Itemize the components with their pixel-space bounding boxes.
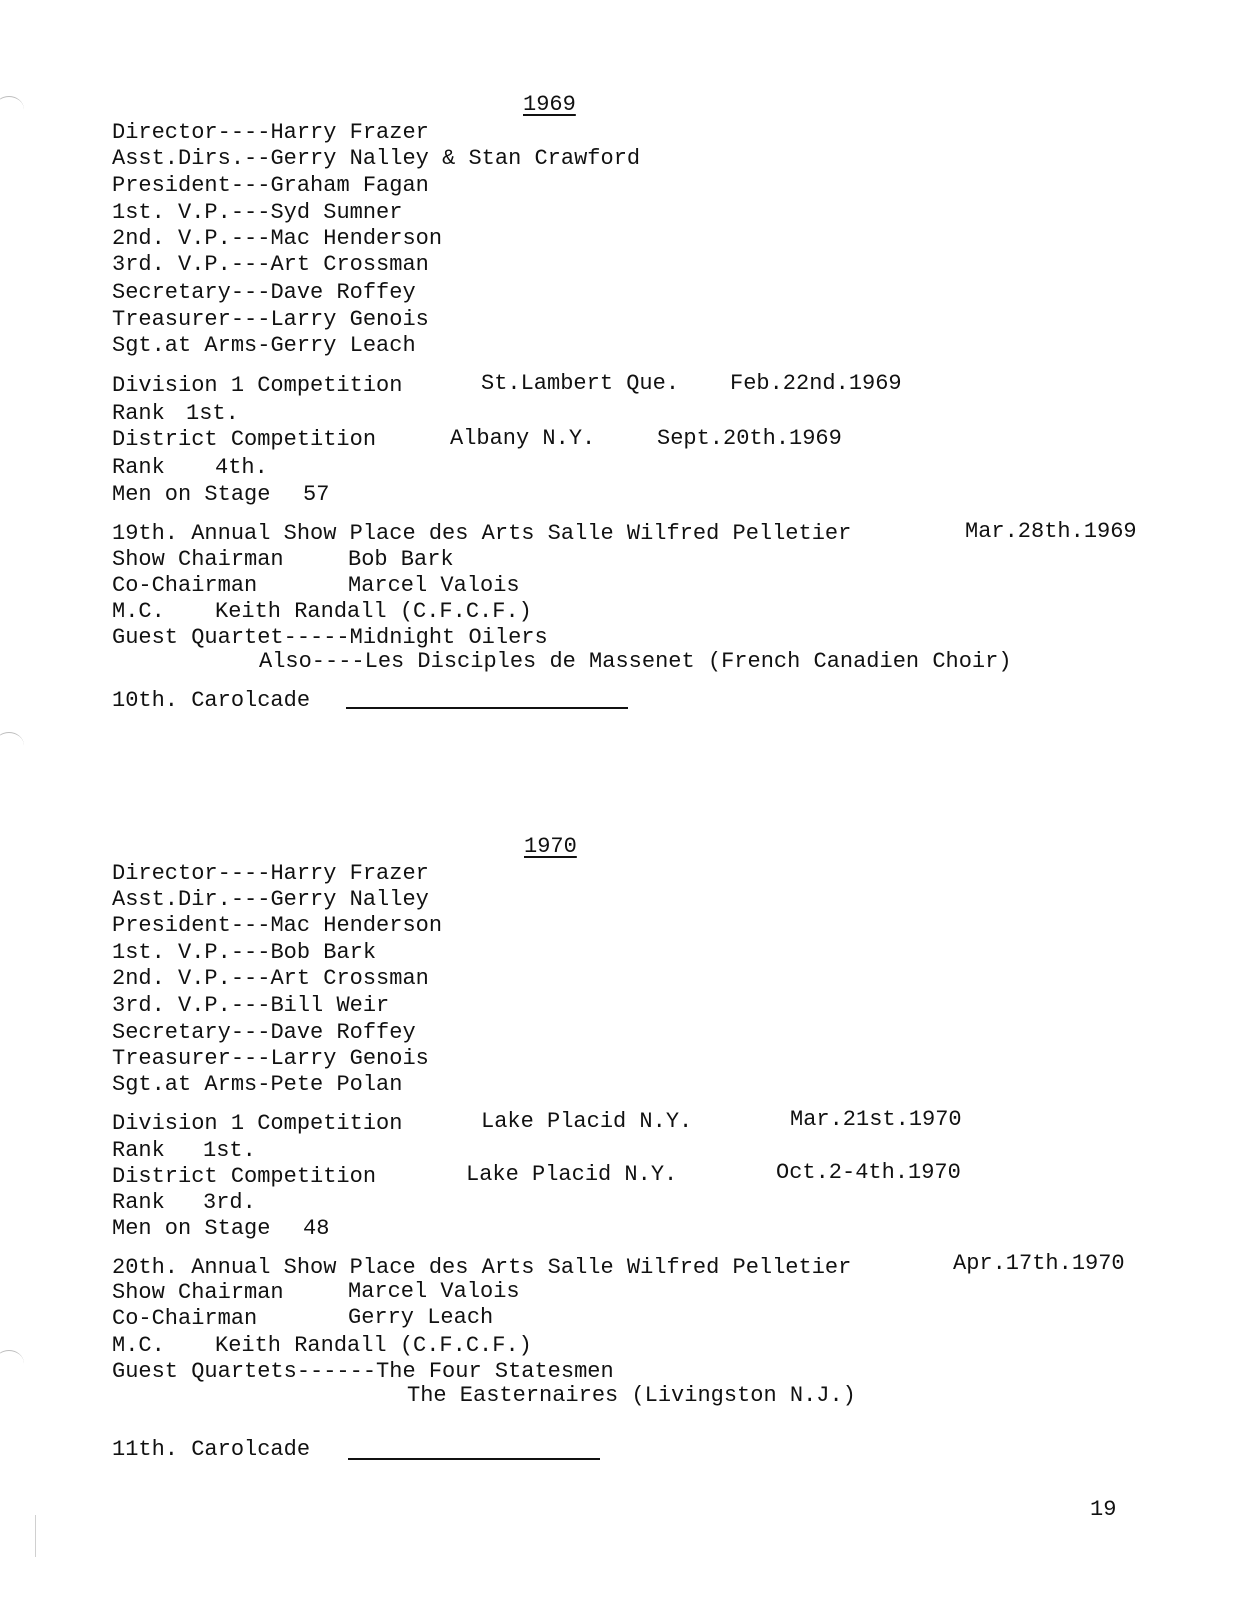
officer-role: Sgt.at Arms- <box>112 1072 271 1097</box>
officer-line <box>112 1020 416 1046</box>
punch-hole-mark <box>0 732 24 759</box>
co-chairman-value: Gerry Leach <box>348 1305 494 1330</box>
district-rank-value: 3rd. <box>203 1190 256 1215</box>
guest-extra-value: The Easternaires (Livingston N.J.) <box>407 1383 856 1408</box>
district-competition-label: District Competition <box>112 1164 377 1189</box>
officer-line <box>112 307 429 333</box>
guest-extra-line <box>259 649 1012 675</box>
district-competition-place: Albany N.Y. <box>450 426 596 451</box>
show-chairman-value: Bob Bark <box>348 547 454 572</box>
officer-line <box>112 966 429 992</box>
officer-line <box>112 173 429 199</box>
officer-name: Gerry Nalley <box>270 887 429 912</box>
page-number: 19 <box>1090 1497 1117 1522</box>
officer-line <box>112 252 429 278</box>
margin-mark <box>35 1515 36 1557</box>
officer-line <box>112 226 442 252</box>
division-rank-label: Rank <box>112 401 165 426</box>
officer-name: Dave Roffey <box>270 1020 416 1045</box>
officer-role: Asst.Dir.--- <box>112 887 271 912</box>
district-rank-label: Rank <box>112 455 165 480</box>
officer-name: Larry Genois <box>270 1046 429 1071</box>
division-competition-date: Mar.21st.1970 <box>790 1107 962 1132</box>
officer-name: Mac Henderson <box>270 226 443 251</box>
officer-name: Gerry Leach <box>270 333 416 358</box>
co-chairman-label: Co-Chairman <box>112 1306 258 1331</box>
officer-role: Director---- <box>112 120 271 145</box>
officer-line <box>112 913 442 939</box>
punch-hole-mark <box>0 96 24 123</box>
officer-role: President--- <box>112 913 271 938</box>
guest-extra-line <box>407 1383 856 1409</box>
officer-name: Bob Bark <box>270 940 377 965</box>
carolcade-label: 10th. Carolcade <box>112 688 311 713</box>
district-competition-date: Sept.20th.1969 <box>657 426 842 451</box>
division-rank-label: Rank <box>112 1138 165 1163</box>
officer-line <box>112 861 429 887</box>
officer-role: Secretary--- <box>112 280 271 305</box>
show-chairman-value: Marcel Valois <box>348 1279 520 1304</box>
guest-quartet-value: Midnight Oilers <box>349 625 548 650</box>
guest-quartet-line <box>112 1359 614 1385</box>
annual-show-date: Mar.28th.1969 <box>965 519 1137 544</box>
officer-role: President--- <box>112 173 271 198</box>
district-competition-date: Oct.2-4th.1970 <box>776 1160 961 1185</box>
officer-name: Art Crossman <box>270 252 429 277</box>
division-rank-value: 1st. <box>186 401 239 426</box>
officer-role: Secretary--- <box>112 1020 271 1045</box>
officer-line <box>112 887 429 913</box>
officer-name: Art Crossman <box>270 966 429 991</box>
officer-role: 1st. V.P.--- <box>112 940 271 965</box>
division-competition-label: Division 1 Competition <box>112 373 403 398</box>
officer-name: Pete Polan <box>270 1072 403 1097</box>
officer-name: Larry Genois <box>270 307 429 332</box>
mc-value: Keith Randall (C.F.C.F.) <box>215 1333 532 1358</box>
officer-line <box>112 940 376 966</box>
mc-label: M.C. <box>112 599 165 624</box>
annual-show-title: 19th. Annual Show Place des Arts Salle Wilfred Pelletier <box>112 521 852 546</box>
officer-role: Sgt.at Arms- <box>112 333 271 358</box>
mc-value: Keith Randall (C.F.C.F.) <box>215 599 532 624</box>
officer-name: Harry Frazer <box>270 120 429 145</box>
officer-line <box>112 146 640 172</box>
officer-role: 3rd. V.P.--- <box>112 993 271 1018</box>
division-rank-value: 1st. <box>203 1138 256 1163</box>
men-on-stage-value: 57 <box>303 482 330 507</box>
officer-line <box>112 333 416 359</box>
punch-hole-mark <box>0 1350 24 1377</box>
guest-extra-value: Les Disciples de Massenet (French Canadien Choir) <box>364 649 1012 674</box>
carolcade-blank-line <box>346 707 628 709</box>
district-rank-label: Rank <box>112 1190 165 1215</box>
co-chairman-label: Co-Chairman <box>112 573 258 598</box>
carolcade-blank-line <box>348 1458 600 1460</box>
officer-role: Asst.Dirs.-- <box>112 146 271 171</box>
officer-line <box>112 993 389 1019</box>
division-competition-date: Feb.22nd.1969 <box>730 371 902 396</box>
officer-role: 3rd. V.P.--- <box>112 252 271 277</box>
division-competition-label: Division 1 Competition <box>112 1111 403 1136</box>
officer-name: Mac Henderson <box>270 913 443 938</box>
officer-role: Treasurer--- <box>112 1046 271 1071</box>
officer-role: Director---- <box>112 861 271 886</box>
guest-quartet-label: Guest Quartets------ <box>112 1359 377 1384</box>
annual-show-title: 20th. Annual Show Place des Arts Salle Wilfred Pelletier <box>112 1255 852 1280</box>
district-rank-value: 4th. <box>215 455 268 480</box>
mc-label: M.C. <box>112 1333 165 1358</box>
officer-role: 2nd. V.P.--- <box>112 966 271 991</box>
officer-role: 1st. V.P.--- <box>112 200 271 225</box>
officer-name: Syd Sumner <box>270 200 403 225</box>
officer-name: Harry Frazer <box>270 861 429 886</box>
officer-line <box>112 120 429 146</box>
guest-quartet-line <box>112 625 548 651</box>
guest-quartet-value: The Four Statesmen <box>376 1359 614 1384</box>
officer-role: 2nd. V.P.--- <box>112 226 271 251</box>
men-on-stage-value: 48 <box>303 1216 330 1241</box>
carolcade-label: 11th. Carolcade <box>112 1437 311 1462</box>
annual-show-date: Apr.17th.1970 <box>953 1251 1125 1276</box>
year-heading: 1969 <box>523 92 576 117</box>
men-on-stage-label: Men on Stage <box>112 482 271 507</box>
officer-name: Gerry Nalley & Stan Crawford <box>270 146 641 171</box>
officer-name: Bill Weir <box>270 993 390 1018</box>
officer-line <box>112 1072 402 1098</box>
district-competition-place: Lake Placid N.Y. <box>466 1162 678 1187</box>
co-chairman-value: Marcel Valois <box>348 573 520 598</box>
division-competition-place: St.Lambert Que. <box>481 371 680 396</box>
men-on-stage-label: Men on Stage <box>112 1216 271 1241</box>
show-chairman-label: Show Chairman <box>112 547 284 572</box>
officer-line <box>112 200 402 226</box>
guest-extra-label: Also---- <box>259 649 365 674</box>
officer-line <box>112 280 416 306</box>
district-competition-label: District Competition <box>112 427 377 452</box>
officer-line <box>112 1046 429 1072</box>
year-heading: 1970 <box>524 834 577 859</box>
guest-quartet-label: Guest Quartet----- <box>112 625 350 650</box>
division-competition-place: Lake Placid N.Y. <box>481 1109 693 1134</box>
officer-role: Treasurer--- <box>112 307 271 332</box>
officer-name: Dave Roffey <box>270 280 416 305</box>
show-chairman-label: Show Chairman <box>112 1280 284 1305</box>
officer-name: Graham Fagan <box>270 173 429 198</box>
